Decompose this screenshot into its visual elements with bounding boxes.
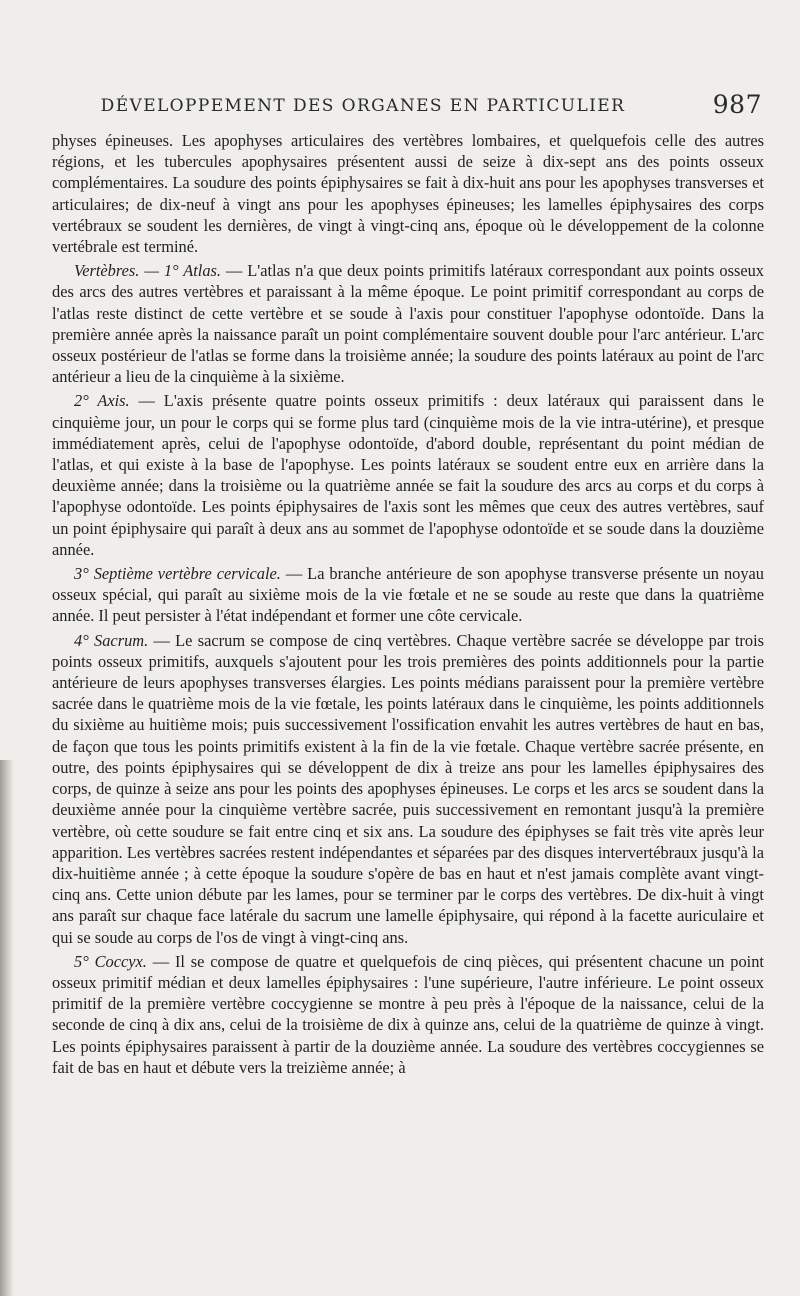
paragraph-text: — Il se compose de quatre et quelquefois de cinq pièces, qui présentent chacune un point osseux primitif médian et deux lamelles épiphysaires : l'une supérieure, l'autre inférieure. Le point osseux primitif de la première vertèbre coccygienne se montre à peu près à l'époque de la naissance, celui de la seconde de cinq à dix ans, celui de la troisième de dix à quinze ans, celui de la quatrième de quinze à vingt. Les points épiphysaires paraissent à partir de la douzième année. La soudure des vertèbres coccygiennes se fait de bas en haut et débute vers la treizième année; à (52, 951, 764, 1077)
paragraph-axis (52, 390, 764, 560)
paragraph-sacrum (52, 630, 764, 948)
paragraph-coccyx (52, 951, 764, 1078)
paragraph-seventh-cervical (52, 563, 764, 627)
paragraph-heading: 3° Septième vertèbre cervicale. (74, 564, 281, 584)
paragraph-text: physes épineuses. Les apophyses articulaires des vertèbres lombaires, et quelquefois celle des autres régions, et les tubercules apophysaires présentent aussi de seize à dix-sept ans des points osseux complémentaires. La soudure des points épiphysaires se fait à dix-huit ans pour les apophyses transverses et articulaires; de dix-neuf à vingt ans pour les apophyses épineuses; les lamelles épiphysaires des corps vertébraux se soudent les dernières, de vingt à vingt-cinq ans, époque où le développement de la colonne vertébrale est terminé. (52, 131, 764, 257)
paragraph-text: — L'atlas n'a que deux points primitifs latéraux correspondant aux points osseux des arcs des autres vertèbres et paraissant à la même époque. Le point primitif correspondant au corps de l'atlas reste distinct de cette vertèbre et se soude à l'axis pour constituer l'apophyse odontoïde. Dans la première année après la naissance paraît un point complémentaire souvent double pour l'arc antérieur. L'arc osseux postérieur de l'atlas se forme dans la troisième année; la soudure des points latéraux au point de l'arc antérieur a lieu de la cinquième à la sixième. (52, 261, 764, 387)
paragraph-text: — L'axis présente quatre points osseux primitifs : deux latéraux qui paraissent dans le cinquième jour, un pour le corps qui se forme plus tard (cinquième mois de la vie intra-utérine), et presque immédiatement après, celui de l'apophyse odontoïde, d'abord double, représentant du point médian de l'atlas, et qui existe à la base de l'apophyse. Les points latéraux se soudent entre eux en arrière dans la deuxième année; dans la troisième ou la quatrième année se fait la soudure des arcs au corps et du corps à l'apophyse odontoïde. Les points épiphysaires de l'axis sont les mêmes que ceux des autres vertèbres, sauf un point épiphysaire qui paraît à deux ans au sommet de l'apophyse odontoïde et se soude dans la douzième année. (52, 391, 764, 559)
paragraph-continuation (52, 130, 764, 257)
page-header (52, 90, 764, 124)
page-number: 987 (712, 90, 762, 119)
running-head: DÉVELOPPEMENT DES ORGANES EN PARTICULIER (100, 96, 626, 116)
paragraph-heading: 5° Coccyx. (74, 951, 147, 971)
body-text (52, 130, 764, 1081)
paragraph-heading: Vertèbres. — 1° Atlas. (74, 261, 221, 281)
paragraph-text: — Le sacrum se compose de cinq vertèbres. Chaque vertèbre sacrée se développe par trois points osseux primitifs, auxquels s'ajoutent pour les trois premières des points additionnels pour la partie antérieure de leurs apophyses transverses élargies. Les points médians paraissent pour la première vertèbre sacrée dans le quatrième mois de la vie fœtale, les points latéraux dans le cinquième, les points additionnels du sixième au huitième mois; puis successivement l'ossification envahit les autres vertèbres de haut en bas, de façon que tous les points primitifs existent à la fin de la vie fœtale. Chaque vertèbre sacrée présente, en outre, des points épiphysaires qui se développent de dix à treize ans pour les lamelles épiphysaires des corps, de quinze à seize ans pour les points des apophyses épineuses. Le corps et les arcs se soudent dans la deuxième année pour la cinquième vertèbre sacrée, puis successivement en remontant jusqu'à la première vertèbre, où cette soudure se fait entre cinq et six ans. La soudure des épiphyses se fait très vite après leur apparition. Les vertèbres sacrées restent indépendantes et séparées par des disques intervertébraux jusqu'à la dix-huitième année ; à cette époque la soudure s'opère de bas en haut et n'est jamais complète avant vingt-cinq ans. Cette union débute par les lames, pour se terminer par le corps des vertèbres. De dix-huit à vingt ans paraît sur chaque face latérale du sacrum une lamelle épiphysaire, qui répond à la facette auriculaire et qui se soude au corps de l'os de vingt à vingt-cinq ans. (52, 630, 764, 947)
paragraph-heading: 4° Sacrum. (74, 630, 149, 650)
binding-shadow (0, 760, 14, 1296)
paragraph-atlas (52, 260, 764, 387)
paragraph-heading: 2° Axis. (74, 391, 130, 411)
paragraph-text: — La branche antérieure de son apophyse transverse présente un noyau osseux spécial, qui paraît au sixième mois de la vie fœtale et ne se soude au reste que dans la quatrième année. Il peut persister à l'état indépendant et former une côte cervicale. (52, 564, 765, 626)
